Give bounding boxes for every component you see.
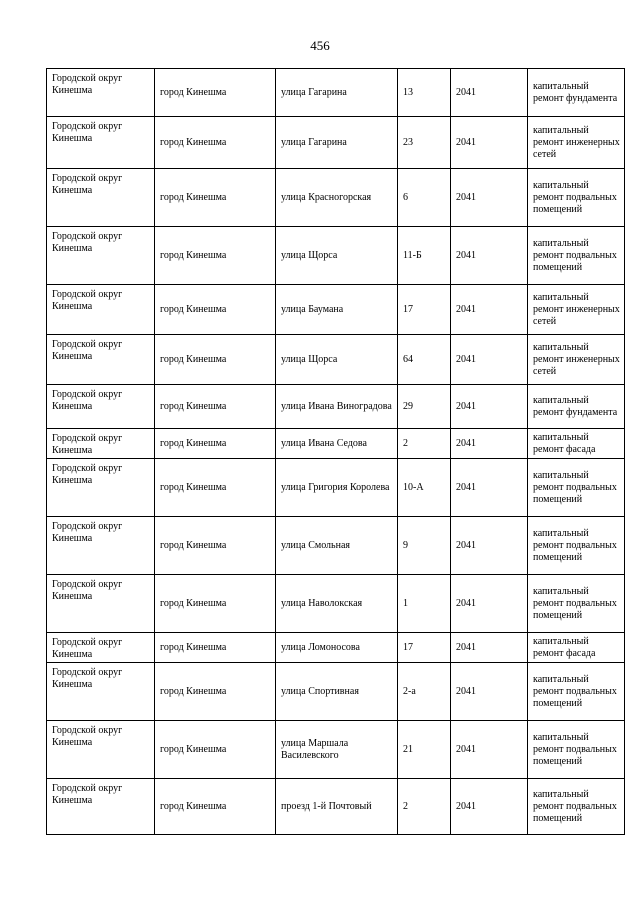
page-number: 456 xyxy=(310,38,330,53)
district-cell: Городской округ Кинешма xyxy=(47,227,155,285)
city-cell: город Кинешма xyxy=(155,779,276,835)
table-row xyxy=(47,227,625,285)
table-row xyxy=(47,721,625,779)
house-cell: 23 xyxy=(398,117,451,169)
house-cell: 2 xyxy=(398,429,451,459)
repair-schedule-table xyxy=(46,68,625,835)
city-cell: город Кинешма xyxy=(155,721,276,779)
district-cell: Городской округ Кинешма xyxy=(47,385,155,429)
work-type-cell: капитальный ремонт фундамента xyxy=(528,385,625,429)
table-row xyxy=(47,169,625,227)
work-type-cell: капитальный ремонт подвальных помещений xyxy=(528,459,625,517)
house-cell: 9 xyxy=(398,517,451,575)
table-row xyxy=(47,575,625,633)
street-cell: улица Красногорская xyxy=(276,169,398,227)
street-cell: улица Спортивная xyxy=(276,663,398,721)
district-cell: Городской округ Кинешма xyxy=(47,285,155,335)
table-row xyxy=(47,459,625,517)
city-cell: город Кинешма xyxy=(155,285,276,335)
house-cell: 2-а xyxy=(398,663,451,721)
table-row xyxy=(47,285,625,335)
table-row xyxy=(47,385,625,429)
house-cell: 2 xyxy=(398,779,451,835)
district-cell: Городской округ Кинешма xyxy=(47,779,155,835)
table-row xyxy=(47,663,625,721)
year-cell: 2041 xyxy=(451,663,528,721)
house-cell: 17 xyxy=(398,285,451,335)
street-cell: улица Щорса xyxy=(276,335,398,385)
year-cell: 2041 xyxy=(451,633,528,663)
district-cell: Городской округ Кинешма xyxy=(47,429,155,459)
city-cell: город Кинешма xyxy=(155,429,276,459)
house-cell: 11-Б xyxy=(398,227,451,285)
district-cell: Городской округ Кинешма xyxy=(47,459,155,517)
city-cell: город Кинешма xyxy=(155,459,276,517)
year-cell: 2041 xyxy=(451,429,528,459)
year-cell: 2041 xyxy=(451,285,528,335)
city-cell: город Кинешма xyxy=(155,227,276,285)
year-cell: 2041 xyxy=(451,335,528,385)
house-cell: 29 xyxy=(398,385,451,429)
table-row xyxy=(47,69,625,117)
street-cell: улица Баумана xyxy=(276,285,398,335)
street-cell: улица Ивана Седова xyxy=(276,429,398,459)
work-type-cell: капитальный ремонт фасада xyxy=(528,429,625,459)
district-cell: Городской округ Кинешма xyxy=(47,517,155,575)
work-type-cell: капитальный ремонт фундамента xyxy=(528,69,625,117)
house-cell: 10-А xyxy=(398,459,451,517)
work-type-cell: капитальный ремонт инженерных сетей xyxy=(528,117,625,169)
work-type-cell: капитальный ремонт инженерных сетей xyxy=(528,285,625,335)
district-cell: Городской округ Кинешма xyxy=(47,169,155,227)
city-cell: город Кинешма xyxy=(155,385,276,429)
work-type-cell: капитальный ремонт подвальных помещений xyxy=(528,227,625,285)
year-cell: 2041 xyxy=(451,721,528,779)
street-cell: улица Гагарина xyxy=(276,117,398,169)
table-row xyxy=(47,517,625,575)
work-type-cell: капитальный ремонт подвальных помещений xyxy=(528,663,625,721)
city-cell: город Кинешма xyxy=(155,663,276,721)
street-cell: улица Гагарина xyxy=(276,69,398,117)
year-cell: 2041 xyxy=(451,169,528,227)
district-cell: Городской округ Кинешма xyxy=(47,117,155,169)
year-cell: 2041 xyxy=(451,779,528,835)
table-row xyxy=(47,633,625,663)
house-cell: 1 xyxy=(398,575,451,633)
year-cell: 2041 xyxy=(451,69,528,117)
city-cell: город Кинешма xyxy=(155,575,276,633)
street-cell: улица Ломоносова xyxy=(276,633,398,663)
work-type-cell: капитальный ремонт подвальных помещений xyxy=(528,721,625,779)
work-type-cell: капитальный ремонт подвальных помещений xyxy=(528,575,625,633)
district-cell: Городской округ Кинешма xyxy=(47,335,155,385)
year-cell: 2041 xyxy=(451,459,528,517)
district-cell: Городской округ Кинешма xyxy=(47,575,155,633)
year-cell: 2041 xyxy=(451,385,528,429)
table-row xyxy=(47,779,625,835)
city-cell: город Кинешма xyxy=(155,633,276,663)
street-cell: улица Щорса xyxy=(276,227,398,285)
year-cell: 2041 xyxy=(451,575,528,633)
city-cell: город Кинешма xyxy=(155,517,276,575)
street-cell: улица Ивана Виноградова xyxy=(276,385,398,429)
street-cell: улица Григория Королева xyxy=(276,459,398,517)
city-cell: город Кинешма xyxy=(155,335,276,385)
street-cell: проезд 1-й Почтовый xyxy=(276,779,398,835)
table-row xyxy=(47,429,625,459)
district-cell: Городской округ Кинешма xyxy=(47,69,155,117)
table-body xyxy=(47,69,625,835)
house-cell: 21 xyxy=(398,721,451,779)
table-row xyxy=(47,117,625,169)
city-cell: город Кинешма xyxy=(155,117,276,169)
work-type-cell: капитальный ремонт фасада xyxy=(528,633,625,663)
year-cell: 2041 xyxy=(451,117,528,169)
street-cell: улица Наволокская xyxy=(276,575,398,633)
work-type-cell: капитальный ремонт подвальных помещений xyxy=(528,169,625,227)
street-cell: улица Маршала Василевского xyxy=(276,721,398,779)
district-cell: Городской округ Кинешма xyxy=(47,721,155,779)
city-cell: город Кинешма xyxy=(155,169,276,227)
street-cell: улица Смольная xyxy=(276,517,398,575)
work-type-cell: капитальный ремонт подвальных помещений xyxy=(528,517,625,575)
house-cell: 6 xyxy=(398,169,451,227)
work-type-cell: капитальный ремонт инженерных сетей xyxy=(528,335,625,385)
table-row xyxy=(47,335,625,385)
house-cell: 17 xyxy=(398,633,451,663)
house-cell: 64 xyxy=(398,335,451,385)
house-cell: 13 xyxy=(398,69,451,117)
year-cell: 2041 xyxy=(451,517,528,575)
work-type-cell: капитальный ремонт подвальных помещений xyxy=(528,779,625,835)
district-cell: Городской округ Кинешма xyxy=(47,633,155,663)
city-cell: город Кинешма xyxy=(155,69,276,117)
year-cell: 2041 xyxy=(451,227,528,285)
district-cell: Городской округ Кинешма xyxy=(47,663,155,721)
